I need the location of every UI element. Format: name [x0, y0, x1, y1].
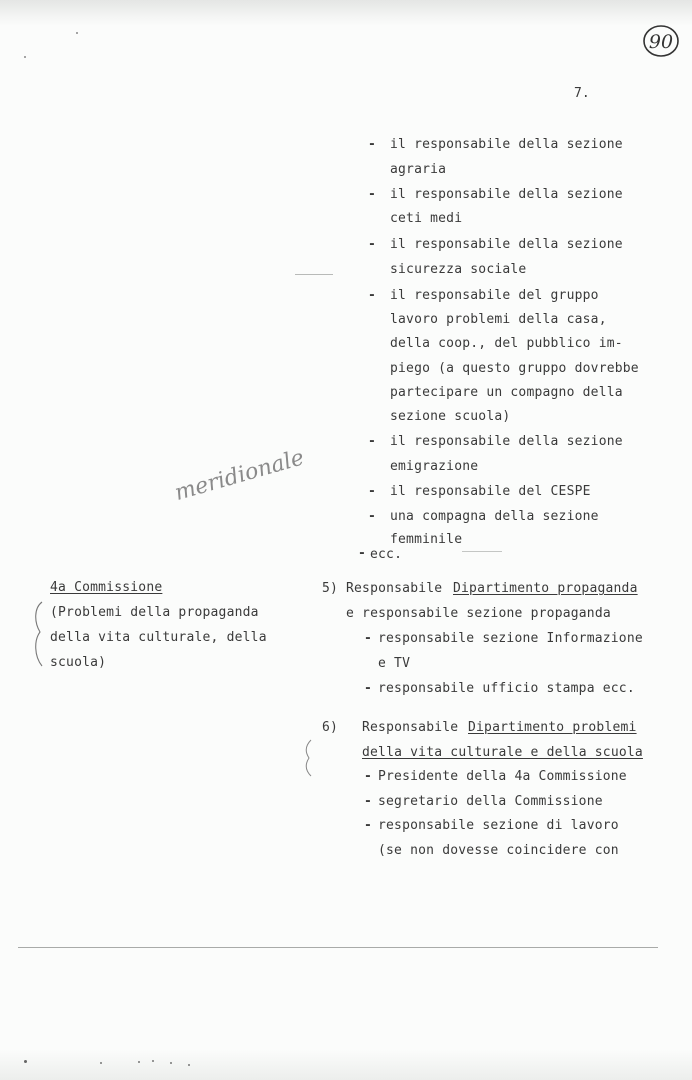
list-dash: - [368, 137, 376, 152]
commission-line: della vita culturale, della [50, 630, 267, 645]
list-item-line: il responsabile della sezione [390, 187, 623, 202]
list-item-line: partecipare un compagno della [390, 385, 623, 400]
list-item-line: ecc. [370, 547, 403, 562]
list-item-line: emigrazione [390, 459, 479, 474]
list-item-line: il responsabile della sezione [390, 434, 623, 449]
stray-mark [462, 551, 502, 552]
section-department: della vita culturale e della scuola [362, 745, 643, 760]
list-dash: - [368, 509, 376, 524]
list-item-line: sezione scuola) [390, 409, 511, 424]
list-dash: - [358, 546, 366, 561]
stamp-number: 90 [648, 31, 674, 53]
list-dash: - [368, 187, 376, 202]
list-item-line: responsabile sezione Informazione [378, 631, 643, 646]
commission-line: scuola) [50, 655, 107, 670]
section-department: Dipartimento problemi [468, 720, 637, 735]
list-item-line: segretario della Commissione [378, 794, 603, 809]
list-item-line: sicurezza sociale [390, 262, 527, 277]
list-item-line: ceti medi [390, 211, 463, 226]
stray-mark [295, 274, 333, 275]
list-item-line: della coop., del pubblico im- [390, 336, 623, 351]
list-dash: - [364, 818, 372, 833]
list-item-line: il responsabile della sezione [390, 137, 623, 152]
list-item-line: una compagna della sezione [390, 509, 599, 524]
list-dash: - [364, 631, 372, 646]
list-dash: - [368, 434, 376, 449]
list-dash: - [368, 237, 376, 252]
scan-line [18, 947, 658, 948]
list-dash: - [368, 288, 376, 303]
list-item-line: femminile [390, 532, 463, 547]
section-label: Responsabile [346, 581, 443, 596]
list-item-line: e TV [378, 656, 411, 671]
section-department: Dipartimento propaganda [453, 581, 638, 596]
list-item-line: lavoro problemi della casa, [390, 312, 607, 327]
commission-line: (Problemi della propaganda [50, 605, 259, 620]
section-number: 5) [322, 581, 339, 596]
list-dash: - [368, 484, 376, 499]
list-item-line: il responsabile della sezione [390, 237, 623, 252]
page-number: 7. [574, 86, 590, 101]
section-label: Responsabile [362, 720, 459, 735]
list-item-line: il responsabile del gruppo [390, 288, 599, 303]
list-item-line: (se non dovesse coincidere con [378, 843, 619, 858]
list-item-line: piego (a questo gruppo dovrebbe [390, 361, 639, 376]
list-item-line: agraria [390, 162, 447, 177]
brace-mark [302, 738, 316, 778]
section-number: 6) [322, 720, 339, 735]
section-line: e responsabile sezione propaganda [346, 606, 611, 621]
commission-heading: 4a Commissione [50, 580, 163, 595]
list-item-line: il responsabile del CESPE [390, 484, 591, 499]
stamp-circle [640, 22, 684, 62]
list-dash: - [364, 681, 372, 696]
scan-bottom-edge [0, 1050, 692, 1080]
list-item-line: responsabile sezione di lavoro [378, 818, 619, 833]
handwritten-note: meridionale [172, 445, 307, 507]
list-dash: - [364, 794, 372, 809]
scan-top-edge [0, 0, 692, 26]
list-item-line: Presidente della 4a Commissione [378, 769, 627, 784]
brace-mark [30, 600, 46, 670]
list-dash: - [364, 769, 372, 784]
list-item-line: responsabile ufficio stampa ecc. [378, 681, 635, 696]
